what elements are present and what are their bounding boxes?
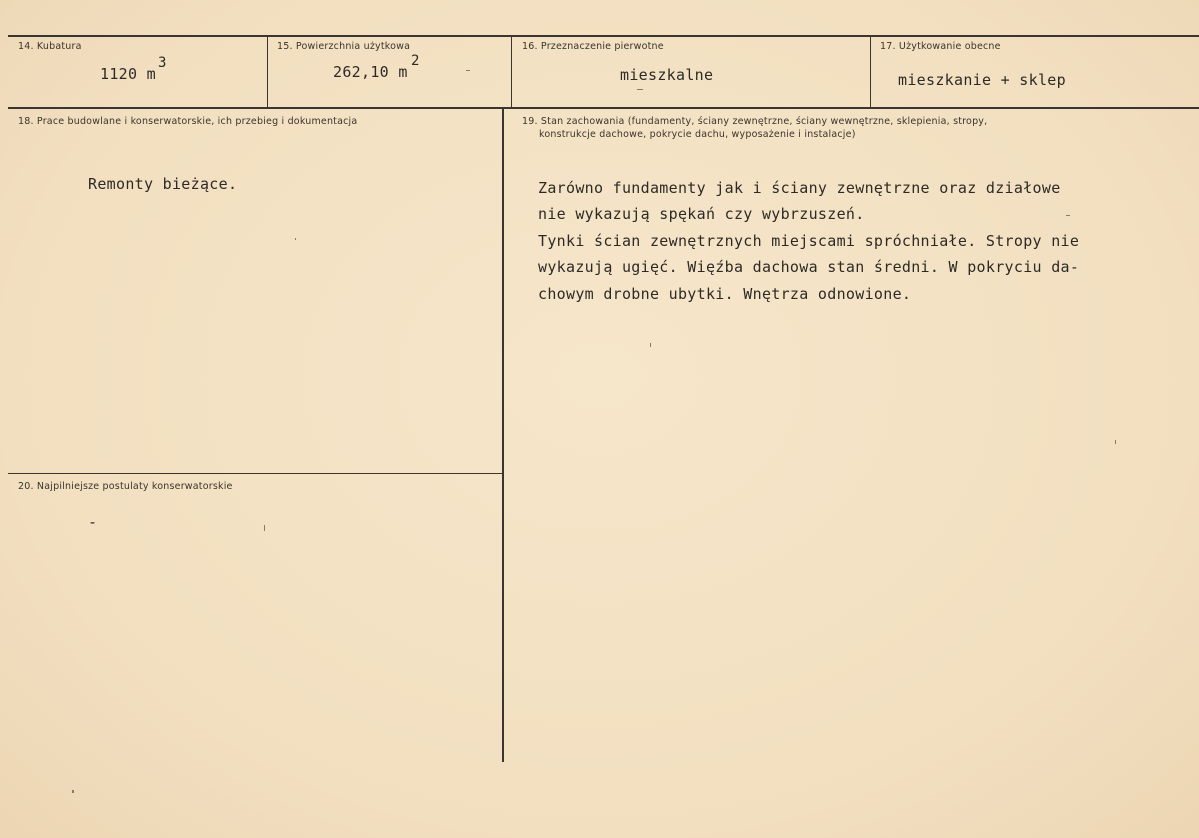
paper-speck [72,790,74,793]
paper-speck [637,89,643,90]
field-17-label: 17. Użytkowanie obecne [880,41,1001,52]
field-19-label-line1: 19. Stan zachowania (fundamenty, ściany zewnętrzne, ściany wewnętrzne, sklepienia, stropy, [522,116,988,127]
field-19-line: Tynki ścian zewnętrznych miejscami spróchniałe. Stropy nie [538,232,1080,250]
paper-speck [295,238,296,240]
field-14-value: 1120 m [100,65,156,83]
field-17-value: mieszkanie + sklep [898,71,1066,89]
field-19-line: Zarówno fundamenty jak i ściany zewnętrzne oraz działowe [538,179,1061,197]
field-14-superscript: 3 [158,55,167,71]
paper-speck [1066,215,1070,216]
field-19-label-line2: konstrukcje dachowe, pokrycie dachu, wyposażenie i instalacje) [539,129,856,140]
field-20-label: 20. Najpilniejsze postulaty konserwatorskie [18,481,233,492]
paper-speck [264,525,265,531]
field-16-value: mieszkalne [620,66,714,84]
top-border-line [8,35,1199,37]
divider-16-17 [870,36,871,108]
field-19-line: nie wykazują spękań czy wybrzuszeń. [538,205,865,223]
field-15-value: 262,10 m [333,63,408,81]
field-15-superscript: 2 [411,53,420,69]
paper-speck [650,343,651,347]
field-18-value: Remonty bieżące. [88,175,238,193]
divider-14-15 [267,36,268,108]
field-15-label: 15. Powierzchnia użytkowa [277,41,411,52]
field-20-value: - [88,513,98,531]
section-18-20-divider [8,473,503,474]
field-14-label: 14. Kubatura [18,41,82,52]
field-19-line: wykazują ugięć. Więźba dachowa stan średni. W pokryciu da- [538,258,1080,276]
divider-15-16 [511,36,512,108]
main-vertical-divider [502,108,504,762]
field-18-label: 18. Prace budowlane i konserwatorskie, ich przebieg i dokumentacja [18,116,358,127]
field-16-label: 16. Przeznaczenie pierwotne [522,41,664,52]
paper-speck [1115,440,1116,444]
field-19-line: chowym drobne ubytki. Wnętrza odnowione. [538,285,912,303]
header-row-bottom-line [8,107,1199,109]
paper-speck [466,70,470,71]
